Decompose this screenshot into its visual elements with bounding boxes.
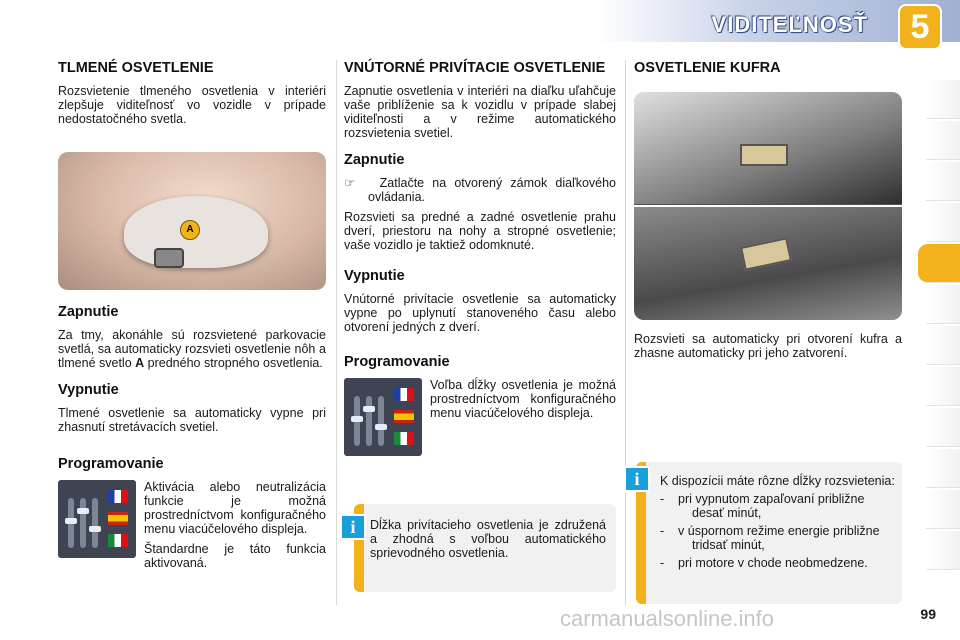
subheading-vypnutie: Vypnutie — [58, 382, 119, 398]
page-number: 99 — [920, 606, 936, 622]
vypnutie-text: Tlmené osvetlenie sa automaticky vypne pri zhasnutí stretávacích svetiel. — [58, 406, 326, 434]
photo-marker: A — [180, 220, 200, 240]
bullet-item — [344, 176, 616, 204]
programming-block — [344, 378, 616, 456]
info-content — [660, 474, 896, 574]
slider-icon — [68, 498, 74, 548]
column-dimmed-lighting — [58, 60, 326, 576]
chapter-tab — [926, 203, 960, 242]
info-icon: i — [624, 466, 650, 492]
flag-icon — [394, 432, 414, 445]
display-settings-icon — [58, 480, 136, 558]
subheading-programovanie: Programovanie — [344, 354, 450, 370]
column-divider — [625, 60, 626, 605]
flag-icon — [394, 410, 414, 423]
column-welcome-lighting — [344, 60, 616, 456]
slider-icon — [366, 396, 372, 446]
programming-text-2: Štandardne je táto funkcia aktivovaná. — [144, 542, 326, 570]
section-heading: VNÚTORNÉ PRIVÍTACIE OSVETLENIE — [344, 60, 606, 76]
flag-icon — [394, 388, 414, 401]
programming-block — [58, 480, 326, 576]
lamp-switch — [154, 248, 184, 268]
slider-icon — [92, 498, 98, 548]
info-list — [660, 492, 896, 570]
info-intro: K dispozícii máte rôzne dĺžky rozsvietenia: — [660, 474, 895, 488]
info-list-item: - v úspornom režime energie približne tridsať minút, — [660, 524, 880, 552]
trunk-lamp — [740, 144, 788, 166]
subheading-zapnutie: Zapnutie — [58, 304, 119, 320]
flag-icon — [108, 490, 128, 503]
display-settings-icon — [344, 378, 422, 456]
pointing-hand-icon: ☞ — [344, 176, 356, 190]
ceiling-lamp-photo — [58, 152, 326, 290]
chapter-tab-active — [918, 244, 960, 283]
chapter-badge: 5 — [898, 4, 942, 50]
zapnutie-text: Rozsvieti sa predné a zadné osvetlenie prahu dverí, priestoru na nohy a stropné osvetlenie; vaše vozidlo je taktiež odomknuté. — [344, 210, 616, 252]
subheading-zapnutie: Zapnutie — [344, 152, 405, 168]
zapnutie-bold-ref: A — [135, 356, 145, 370]
chapter-tab — [926, 367, 960, 406]
watermark: carmanualsonline.info — [560, 606, 775, 631]
chapter-tab — [926, 326, 960, 365]
info-list-item: - pri vypnutom zapaľovaní približne desať minút, — [660, 492, 865, 520]
chapter-tab — [926, 449, 960, 488]
flag-icon — [108, 534, 128, 547]
chapter-tabs — [926, 80, 960, 572]
info-text: Dĺžka privítacieho osvetlenia je združená a zhodná s voľbou automatického sprievodného osvetlenia. — [370, 518, 606, 560]
intro-text: Zapnutie osvetlenia v interiéri na diaľku uľahčuje vaše priblíženie sa k vozidlu v prípade slabej viditeľnosti a v režime automatického rozsvietenia svetiel. — [344, 84, 616, 140]
column-divider — [336, 60, 337, 605]
chapter-tab — [926, 285, 960, 324]
chapter-tab — [926, 162, 960, 201]
chapter-tab — [926, 408, 960, 447]
trunk-text: Rozsvieti sa automaticky pri otvorení kufra a zhasne automaticky pri jeho zatvorení. — [634, 332, 902, 360]
column-trunk-lighting — [634, 60, 902, 366]
chapter-tab — [926, 80, 960, 119]
section-heading: TLMENÉ OSVETLENIE — [58, 60, 214, 76]
chapter-tab — [926, 121, 960, 160]
info-box — [636, 462, 902, 604]
programming-text — [430, 378, 616, 456]
subheading-programovanie: Programovanie — [58, 456, 164, 472]
flag-icon — [108, 512, 128, 525]
info-list-item: - pri motore v chode neobmedzene. — [660, 556, 868, 570]
bullet-text: Zatlačte na otvorený zámok diaľkového ovládania. — [368, 176, 616, 204]
trunk-lamp-photo — [634, 92, 902, 320]
slider-icon — [80, 498, 86, 548]
zapnutie-text-part: Za tmy, akonáhle sú rozsvietené parkovacie svetlá, sa automaticky rozsvieti osvetlenie nôh a tlmené svetlo — [58, 328, 326, 370]
page-title: VIDITEĽNOSŤ — [711, 12, 868, 37]
vypnutie-text: Vnútorné privítacie osvetlenie sa automaticky vypne po uplynutí stanoveného času alebo otvorení jedných z dverí. — [344, 292, 616, 334]
chapter-tab — [926, 490, 960, 529]
programming-text-1: Voľba dĺžky osvetlenia je možná prostredníctvom konfiguračného menu viacúčelového displeja. — [430, 378, 616, 420]
programming-text-1: Aktivácia alebo neutralizácia funkcie je možná prostredníctvom konfiguračného menu viacúčelového displeja. — [144, 480, 326, 536]
chapter-tab — [926, 531, 960, 570]
info-icon: i — [340, 514, 366, 540]
intro-text: Rozsvietenie tlmeného osvetlenia v interiéri zlepšuje viditeľnosť vo vozidle v prípade nedostatočného svetla. — [58, 84, 326, 126]
subheading-vypnutie: Vypnutie — [344, 268, 405, 284]
zapnutie-text — [58, 328, 326, 370]
info-box — [354, 504, 616, 592]
slider-icon — [378, 396, 384, 446]
programming-text — [144, 480, 326, 576]
section-heading: OSVETLENIE KUFRA — [634, 60, 781, 76]
slider-icon — [354, 396, 360, 446]
zapnutie-text-part: predného stropného osvetlenia. — [144, 356, 323, 370]
